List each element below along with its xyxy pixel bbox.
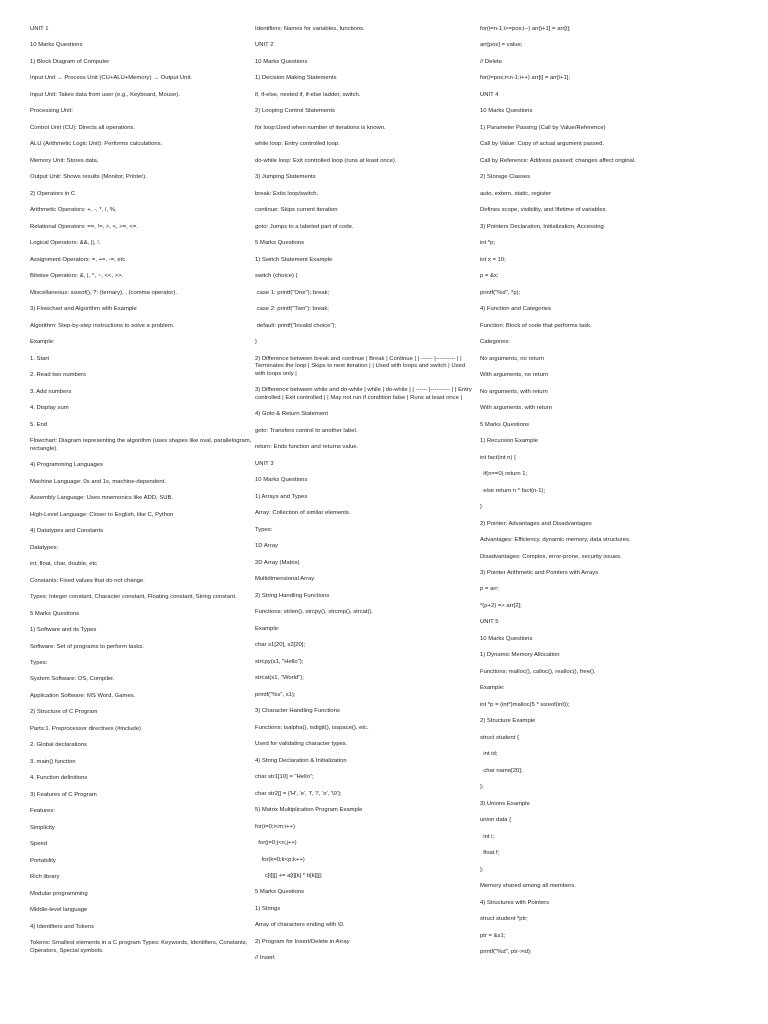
text-line: 2) Program for Insert/Delete in Array — [255, 938, 350, 945]
text-line: 3) Jumping Statements — [255, 174, 316, 181]
column-1 — [30, 26, 252, 964]
text-line: 10 Marks Questions — [255, 477, 308, 484]
column-3 — [480, 26, 702, 966]
text-line: Example: — [480, 685, 505, 692]
text-line: 5. End — [30, 421, 48, 428]
text-line: Constants: Fixed values that do not change. — [30, 577, 145, 584]
column-2 — [255, 26, 477, 972]
text-line: No arguments, no return — [480, 355, 544, 362]
text-line: for(i=0;i<m;i++) — [255, 823, 295, 830]
text-line: 3) Difference between while and do-while | while | do-while | | ------ |---------- | | Entry controlled | Exit controlled | | May not run if condition false | Runs at least once | — [255, 387, 474, 401]
text-line: Software: Set of programs to perform tasks. — [30, 643, 144, 650]
text-line: 1) Decision Making Statements — [255, 75, 337, 82]
text-line: Algorithm: Step-by-step instructions to solve a problem. — [30, 322, 175, 329]
text-line: printf("%d", ptr->id); — [480, 949, 532, 956]
text-line: 1) Software and its Types — [30, 627, 97, 634]
text-line: 1) Recursion Example — [480, 438, 538, 445]
text-line: strcpy(s1, "Hello"); — [255, 658, 304, 665]
text-line: 4) String Declaration & Initialization — [255, 757, 347, 764]
text-line: int *p; — [480, 240, 496, 247]
text-line: 2D Array (Matrix) — [255, 559, 300, 566]
text-line: Memory shared among all members. — [480, 883, 576, 890]
text-line: 2. Read two numbers — [30, 372, 86, 379]
text-line: char name[20]; — [480, 767, 523, 774]
text-line: for(k=0;k<p;k++) — [255, 856, 305, 863]
text-line: Types: — [30, 660, 48, 666]
text-line: case 1: printf("One"); break; — [255, 289, 330, 296]
text-line: }; — [480, 784, 484, 791]
text-line: 3) Flowchart and Algorithm with Example — [30, 306, 137, 313]
text-line: Assembly Language: Uses mnemonics like ADD, SUB. — [30, 495, 174, 502]
text-line: Array: Collection of similar elements. — [255, 510, 351, 517]
text-line: 1) Strings — [255, 905, 281, 912]
text-line: Functions: isalpha(), isdigit(), isspace(), etc. — [255, 724, 369, 731]
text-line: 4) Identifiers and Tokens — [30, 923, 95, 930]
text-line: Tokens: Smallest elements in a C program Types: Keywords, Identifiers, Constants, Operators, Special symbols. — [30, 940, 249, 954]
text-line: 3) Features of C Program — [30, 791, 97, 798]
text-line: Function: Block of code that performs task. — [480, 322, 592, 329]
text-line: Example: — [255, 625, 280, 632]
text-line: 2) Storage Classes — [480, 174, 531, 181]
text-line: With arguments, no return — [480, 372, 549, 379]
text-line: ALU (Arithmetic Logic Unit): Performs calculations. — [30, 141, 163, 148]
text-line: Types: — [255, 526, 273, 533]
text-line: for loop:Used when number of iterations is known. — [255, 124, 386, 131]
text-line: 3) Pointer Arithmetic and Pointers with Arrays — [480, 569, 599, 576]
text-line: 4) Function and Categories — [480, 306, 552, 313]
text-line: if, if-else, nested if, if-else ladder, switch. — [255, 91, 361, 98]
text-line: 4. Function definitions — [30, 775, 88, 782]
text-line: 2) Structure Example — [480, 718, 536, 725]
text-line: break: Exits loop/switch. — [255, 190, 319, 197]
text-line: int fact(int n) { — [480, 454, 517, 461]
text-line: 4) Structures with Pointers — [480, 899, 550, 906]
text-line: Modular programming — [30, 890, 88, 897]
text-line: 3. main() function — [30, 758, 76, 765]
text-line: 1) Switch Statement Example — [255, 256, 333, 263]
text-line: union data { — [480, 817, 512, 824]
text-line: } — [480, 504, 482, 511]
text-line: 4. Display sum — [30, 405, 69, 412]
text-line: continue: Skips current iteration — [255, 207, 338, 214]
text-line: Categories: — [480, 339, 511, 346]
text-line: Assignment Operators: =, +=, -=, etc. — [30, 256, 127, 263]
text-line: int id; — [480, 751, 498, 758]
text-line: if(n==0) return 1; — [480, 471, 528, 478]
text-line: p = arr; — [480, 586, 499, 593]
text-line: Processing Unit: — [30, 108, 73, 115]
text-line: char s1[20], s2[20]; — [255, 642, 306, 649]
text-line: Memory Unit: Stores data. — [30, 157, 99, 164]
text-line: // Delete — [480, 58, 502, 65]
text-line: 3) Character Handling Functions — [255, 708, 340, 715]
text-line: Functions: malloc(), calloc(), realloc(), free(). — [480, 668, 596, 675]
text-line: Datatypes: — [30, 544, 59, 551]
text-line: 5 Marks Questions — [480, 421, 530, 428]
text-line: UNIT 4 — [480, 91, 499, 98]
text-line: 3) Unions Example — [480, 800, 530, 807]
text-line: Flowchart: Diagram representing the algorithm (uses shapes like oval, parallelogram, rectangle). — [30, 438, 253, 452]
text-line: for(i=pos;i<n-1;i++) arr[i] = arr[i+1]; — [480, 75, 571, 82]
text-line: Array of characters ending with \0. — [255, 922, 345, 929]
text-line: char str2[] = {'H', 'e', 'l', 'l', 'o', '\0'}; — [255, 790, 342, 797]
text-line: Simplicity — [30, 824, 55, 831]
text-line: 1) Arrays and Types — [255, 493, 308, 500]
text-line: 1) Parameter Passing (Call by Value/Reference) — [480, 124, 606, 131]
text-line: UNIT 2 — [255, 42, 274, 49]
text-line: UNIT 1 — [30, 26, 49, 32]
text-line: float f; — [480, 850, 500, 857]
text-line: Example: — [30, 339, 55, 346]
text-line: for(i=n-1;i>=pos;i--) arr[i+1] = arr[i]; — [480, 26, 571, 32]
text-line: 5 Marks Questions — [255, 889, 305, 896]
text-line: Relational Operators: ==, !=, >, <, >=, <=. — [30, 223, 138, 230]
text-line: *(p+2) => arr[2]; — [480, 602, 522, 609]
text-line: case 2: printf("Two"); break; — [255, 306, 329, 313]
text-line: Functions: strlen(), strcpy(), strcmp(), strcat(). — [255, 609, 374, 616]
text-line: Speed — [30, 841, 48, 848]
text-line: goto: Transfers control to another label. — [255, 427, 358, 434]
text-line: Parts:1. Preprocessor directives (#include) — [30, 725, 141, 732]
text-line: }; — [480, 866, 484, 873]
text-line: Middle-level language — [30, 907, 88, 914]
text-line: 5) Matrix Multiplication Program Example — [255, 807, 363, 814]
text-line: printf("%s", s1); — [255, 691, 296, 698]
text-line: else return n * fact(n-1); — [480, 487, 546, 494]
text-line: 5 Marks Questions — [255, 240, 305, 247]
text-line: struct student { — [480, 734, 519, 741]
text-line: switch (choice) { — [255, 273, 298, 280]
text-line: With arguments, with return — [480, 405, 553, 412]
text-line: 1. Start — [30, 355, 49, 362]
text-line: Miscellaneous: sizeof(), ?: (ternary), , (comma operator). — [30, 289, 177, 296]
text-line: for(j=0;j<n;j++) — [255, 840, 297, 847]
text-line: 2) String Handling Functions — [255, 592, 330, 599]
text-line: 10 Marks Questions — [480, 108, 533, 115]
text-line: 10 Marks Questions — [255, 58, 308, 65]
text-line: while loop: Entry controlled loop. — [255, 141, 340, 148]
text-line: auto, extern, static, register — [480, 190, 552, 197]
text-line: ptr = &s1; — [480, 932, 506, 939]
text-line: Call by Reference: Address passed; changes affect original. — [480, 157, 636, 164]
text-line: Identifiers: Names for variables, functions. — [255, 26, 365, 32]
text-line: UNIT 3 — [255, 460, 274, 467]
text-line: Multidimensional Array — [255, 576, 315, 583]
text-line: Rich library — [30, 874, 60, 881]
text-line: Output Unit: Shows results (Monitor, Printer). — [30, 174, 147, 181]
text-line: goto: Jumps to a labeled part of code. — [255, 223, 354, 230]
text-line: 2) Structure of C Program — [30, 709, 98, 716]
text-line: Disadvantages: Complex, error-prone, security issues. — [480, 553, 622, 560]
text-line: struct student *ptr; — [480, 916, 528, 923]
text-line: Bitwise Operators: &, |, ^, ~, <<, >>. — [30, 273, 124, 280]
text-line: printf("%d", *p); — [480, 289, 521, 296]
text-line: 2) Looping Control Statements — [255, 108, 335, 115]
text-line: Arithmetic Operators: +, -, *, /, %. — [30, 207, 117, 214]
text-line: High-Level Language: Closer to English, like C, Python — [30, 511, 174, 518]
text-line: int, float, char, double, etc — [30, 561, 98, 568]
text-line: do-while loop: Exit controlled loop (runs at least once). — [255, 157, 397, 164]
text-line: arr[pos] = value; — [480, 42, 523, 49]
text-line: Input Unit: Takes data from user (e.g., Keyboard, Mouse). — [30, 91, 180, 98]
text-line: 4) Datatypes and Constants — [30, 528, 104, 535]
text-line: 3) Pointers Declaration, Initialization, Accessing — [480, 223, 604, 230]
text-line: 1) Dynamic Memory Allocation — [480, 652, 560, 659]
text-line: 4) Programming Languages — [30, 462, 104, 469]
text-line: Types: Integer constant, Character constant, Floating constant, String constant. — [30, 594, 237, 601]
text-line: p = &x; — [480, 273, 499, 280]
text-line: 10 Marks Questions — [480, 635, 533, 642]
text-line: int x = 10; — [480, 256, 506, 263]
text-line: 4) Goto & Return Statement — [255, 411, 329, 418]
text-line: 1D Array — [255, 543, 278, 550]
text-line: c[i][j] += a[i][k] * b[k][j]; — [255, 873, 323, 879]
text-line: Used for validating character types. — [255, 741, 348, 748]
text-line: Advantages: Efficiency, dynamic memory, data structures. — [480, 537, 631, 544]
text-line: UNIT 5 — [480, 619, 499, 626]
text-line: 2) Pointer: Advantages and Disadvantages — [480, 520, 592, 527]
text-line: int *p = (int*)malloc(5 * sizeof(int)); — [480, 701, 570, 708]
text-line: Logical Operators: &&, ||, !. — [30, 240, 101, 247]
text-line: // Insert — [255, 955, 275, 962]
text-line: No arguments, with return — [480, 388, 548, 395]
text-line: Control Unit (CU): Directs all operations. — [30, 124, 136, 131]
text-line: strcat(s1, "World"); — [255, 675, 304, 682]
text-line: } — [255, 339, 257, 346]
text-line: 2. Global declarations — [30, 742, 87, 749]
text-line: 3. Add numbers — [30, 388, 72, 395]
text-line: Call by Value: Copy of actual argument passed. — [480, 141, 604, 148]
text-line: 5 Marks Questions — [30, 610, 80, 617]
text-line: Features: — [30, 808, 55, 815]
text-line: 1) Block Diagram of Computer — [30, 58, 110, 65]
text-line: 2) Difference between break and continue | Break | Continue | | ------ |---------- | | Terminates the loop | Skips to next iteration | | Used with loops and switch | Used with loops only | — [255, 355, 467, 377]
text-line: Portability — [30, 857, 56, 864]
text-line: Machine Language: 0s and 1s, machine-dependent. — [30, 478, 166, 485]
text-line: 10 Marks Questions — [30, 42, 83, 49]
text-line: 2) Operators in C — [30, 190, 76, 197]
text-line: default: printf("Invalid choice"); — [255, 322, 337, 329]
text-line: return: Ends function and returns value. — [255, 444, 359, 451]
text-line: System Software: OS, Compiler. — [30, 676, 115, 683]
text-line: int i; — [480, 833, 495, 840]
text-line: Application Software: MS Word, Games. — [30, 692, 136, 699]
text-line: Defines scope, visibility, and lifetime of variables — [480, 207, 606, 214]
text-line: Input Unit → Process Unit (CU+ALU+Memory) → Output Unit. — [30, 75, 193, 82]
text-line: char str1[10] = "Hello"; — [255, 774, 314, 781]
